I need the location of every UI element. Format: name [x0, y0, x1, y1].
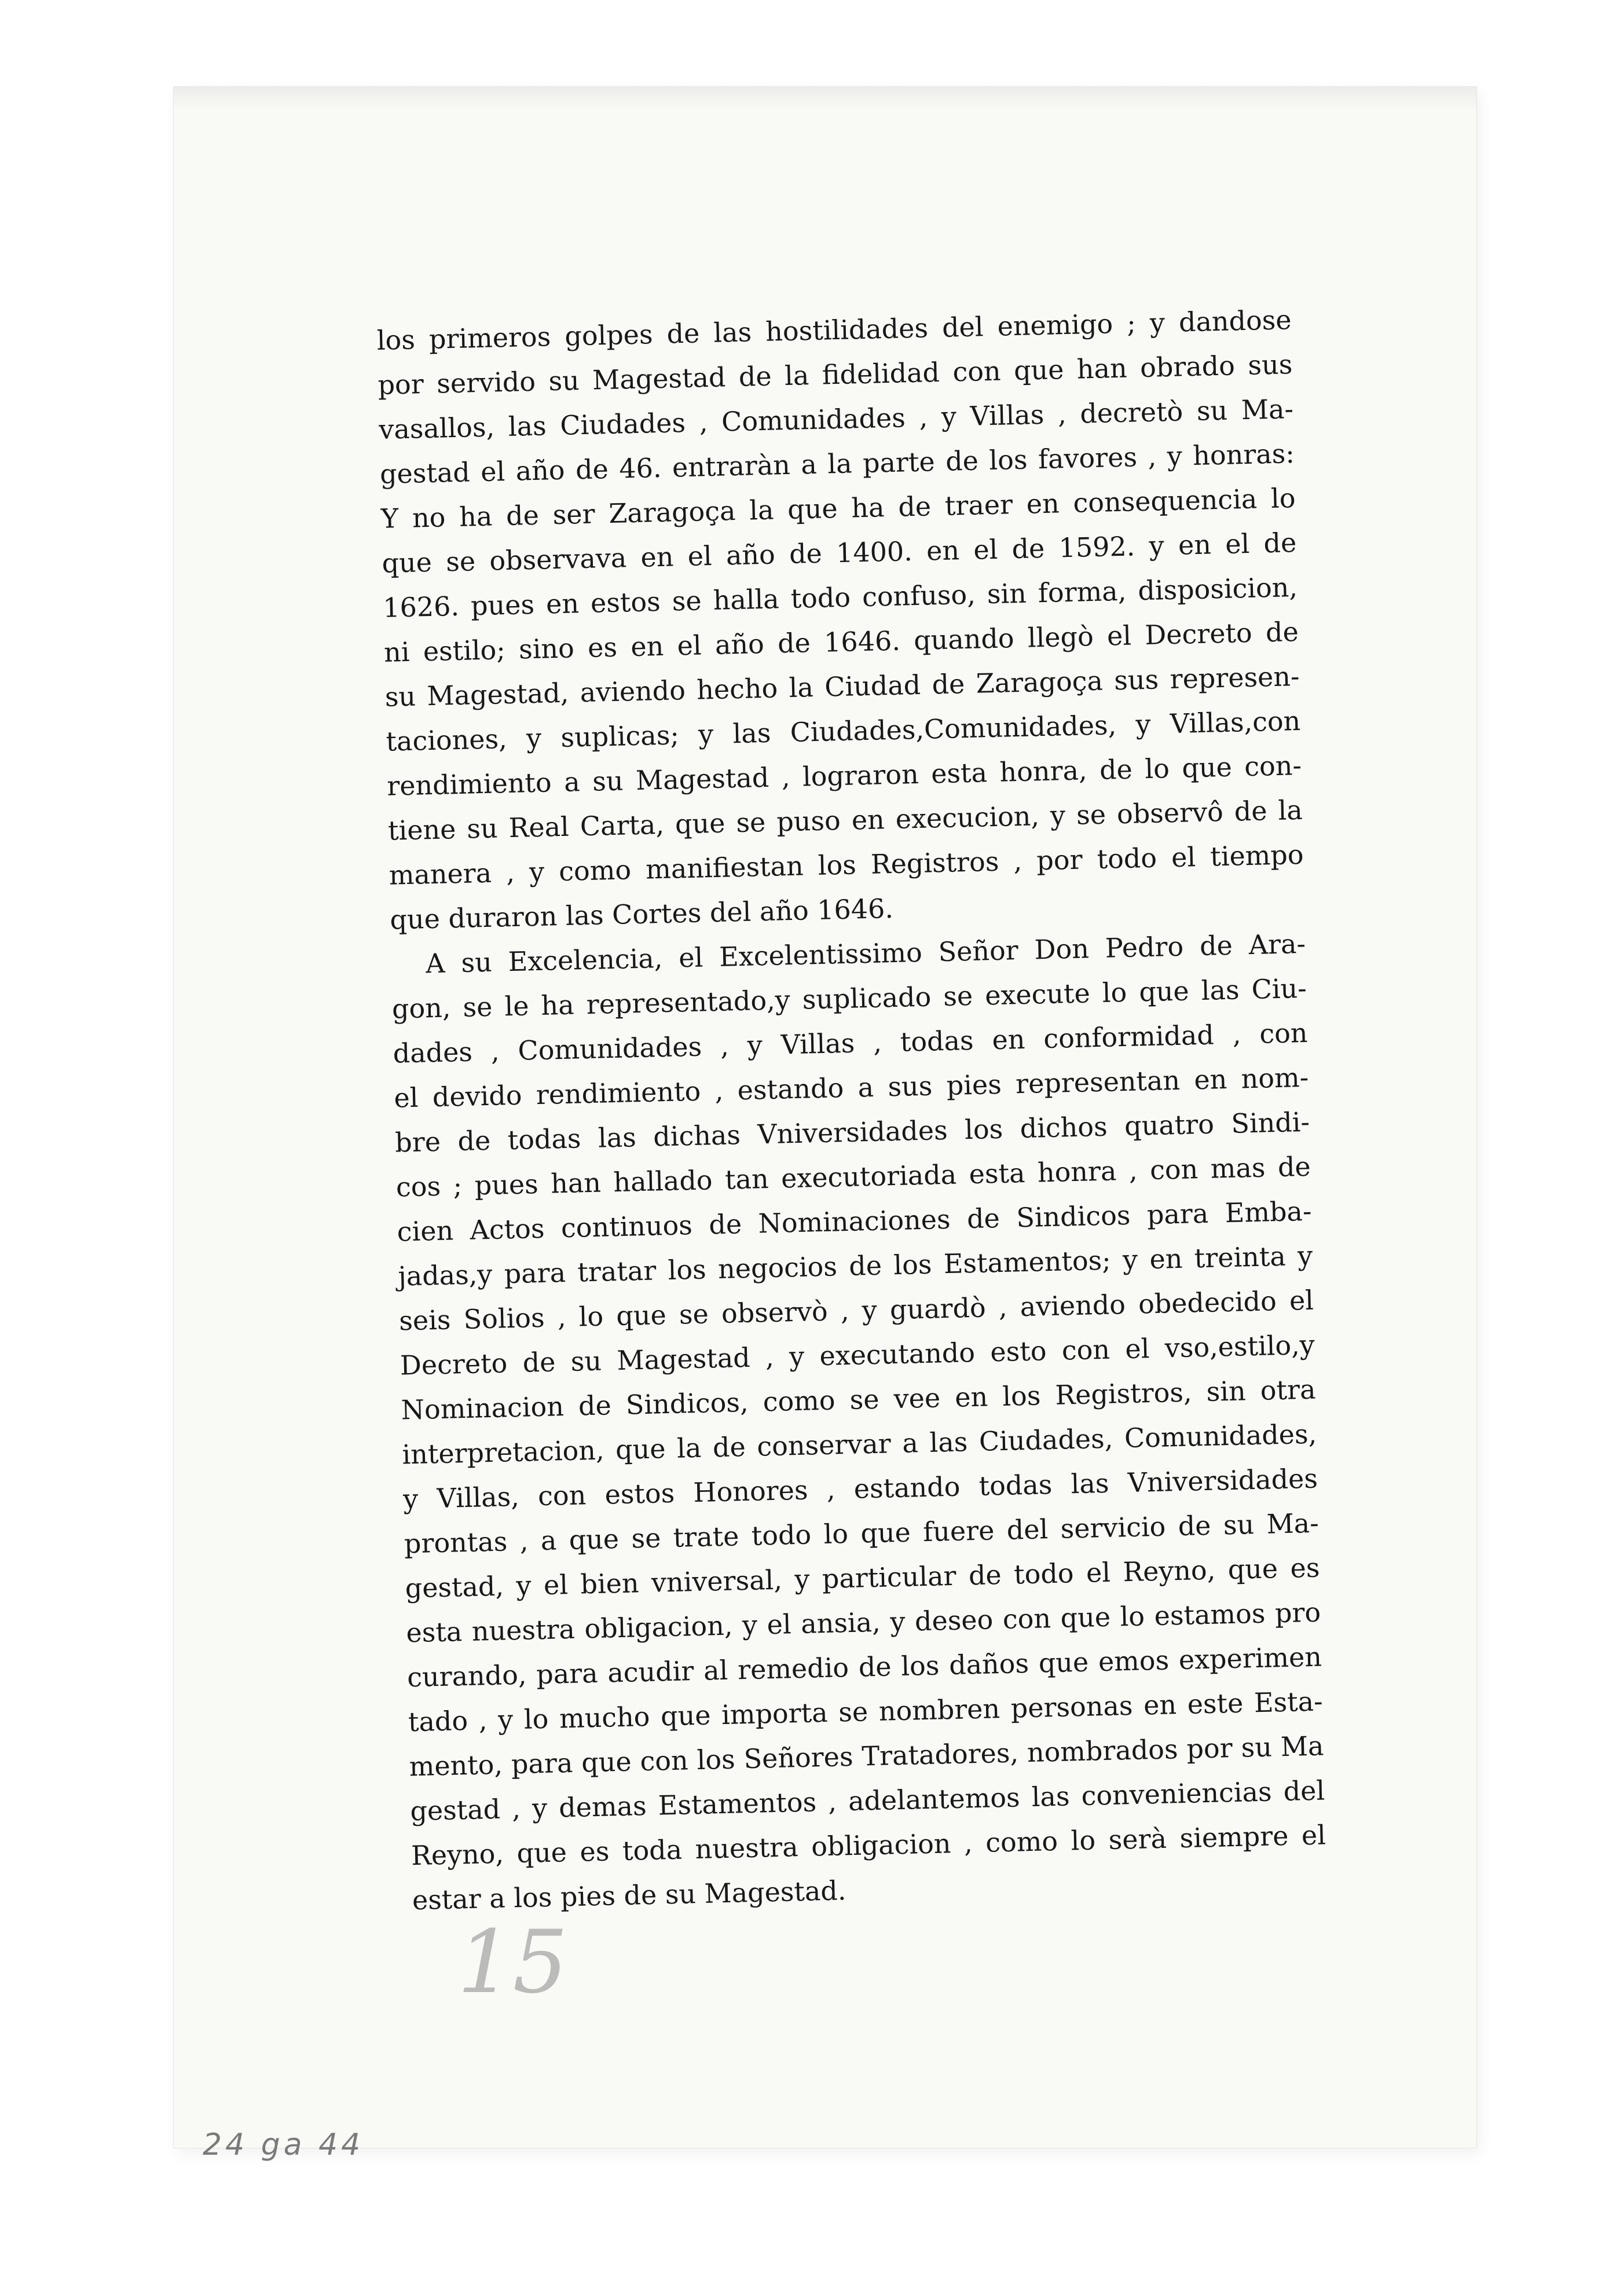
text-line: rendimiento a su Magestad , lograron esta honra, de lo que con- — [386, 749, 1302, 802]
text-line: seis Solios , lo que se observò , y guardò , aviendo obedecido el — [398, 1284, 1314, 1337]
text-line: el devido rendimiento , estando a sus pies representan en nom- — [393, 1061, 1309, 1114]
body-text — [376, 298, 1327, 1923]
text-line: gon, se le ha representado,y suplicado se execute lo que las Ciu- — [391, 972, 1307, 1025]
text-line: taciones, y suplicas; y las Ciudades,Comunidades, y Villas,con — [385, 705, 1301, 757]
text-line: Decreto de su Magestad , y executando esto con el vso,estilo,y — [399, 1329, 1315, 1381]
text-line: y Villas, con estos Honores , estando todas las Vniversidades — [402, 1462, 1318, 1515]
text-line: prontas , a que se trate todo lo que fuere del servicio de su Ma- — [404, 1507, 1320, 1560]
text-line: tado , y lo mucho que importa se nombren personas en este Esta- — [408, 1685, 1324, 1738]
text-line: vasallos, las Ciudades , Comunidades , y Villas , decretò su Ma- — [378, 393, 1294, 445]
text-line: ni estilo; sino es en el año de 1646. quando llegò el Decreto de — [383, 616, 1299, 668]
folio-number: 15 — [457, 1912, 568, 2013]
text-line: bre de todas las dichas Vniversidades los dichos quatro Sindi- — [394, 1106, 1310, 1158]
text-line: que se observava en el año de 1400. en el de 1592. y en el de — [381, 527, 1297, 579]
text-line: curando, para acudir al remedio de los daños que emos experimen — [406, 1641, 1322, 1693]
text-line: estar a los pies de su Magestad. — [412, 1875, 847, 1916]
text-line: Nominacion de Sindicos, como se vee en los Registros, sin otra — [401, 1373, 1316, 1426]
text-line: por servido su Magestad de la fidelidad con que han obrado sus — [377, 349, 1293, 401]
text-line: manera , y como manifiestan los Registros , por todo el tiempo — [388, 838, 1304, 891]
text-line: Y no ha de ser Zaragoça la que ha de traer en consequencia lo — [380, 482, 1296, 534]
paper-sheet — [174, 87, 1476, 2148]
text-line: 1626. pues en estos se halla todo confuso, sin forma, disposicion, — [382, 571, 1298, 623]
text-line: A su Excelencia, el Excelentissimo Señor Don Pedro de Ara- — [425, 927, 1306, 980]
text-line: esta nuestra obligacion, y el ansia, y deseo con que lo estamos pro — [405, 1596, 1321, 1649]
text-line: cien Actos continuos de Nominaciones de Sindicos para Emba- — [397, 1195, 1313, 1248]
text-line: que duraron las Cortes del año 1646. — [389, 893, 894, 936]
text-line: cos ; pues han hallado tan executoriada esta honra , con mas de — [395, 1150, 1311, 1203]
text-line: dades , Comunidades , y Villas , todas en conformidad , con — [393, 1017, 1309, 1069]
text-line: jadas,y para tratar los negocios de los Estamentos; y en treinta y — [397, 1239, 1313, 1292]
text-line: gestad el año de 46. entraràn a la parte de los favores , y honras: — [379, 438, 1295, 490]
text-line: mento, para que con los Señores Tratadores, nombrados por su Ma — [409, 1730, 1324, 1782]
text-line: interpretacion, que la de conservar a las Ciudades, Comunidades, — [401, 1418, 1317, 1470]
catalog-mark: 24 ga 44 — [203, 2128, 364, 2162]
text-line: gestad, y el bien vniversal, y particular de todo el Reyno, que es — [405, 1552, 1320, 1604]
text-line: Reyno, que es toda nuestra obligacion , como lo serà siempre el — [411, 1819, 1326, 1872]
text-line: tiene su Real Carta, que se puso en execucion, y se observô de la — [387, 794, 1303, 846]
text-line: los primeros golpes de las hostilidades del enemigo ; y dandose — [376, 304, 1292, 356]
text-line: su Magestad, aviendo hecho la Ciudad de Zaragoça sus represen- — [384, 660, 1300, 713]
text-line: gestad , y demas Estamentos , adelantemos las conveniencias del — [409, 1774, 1325, 1827]
